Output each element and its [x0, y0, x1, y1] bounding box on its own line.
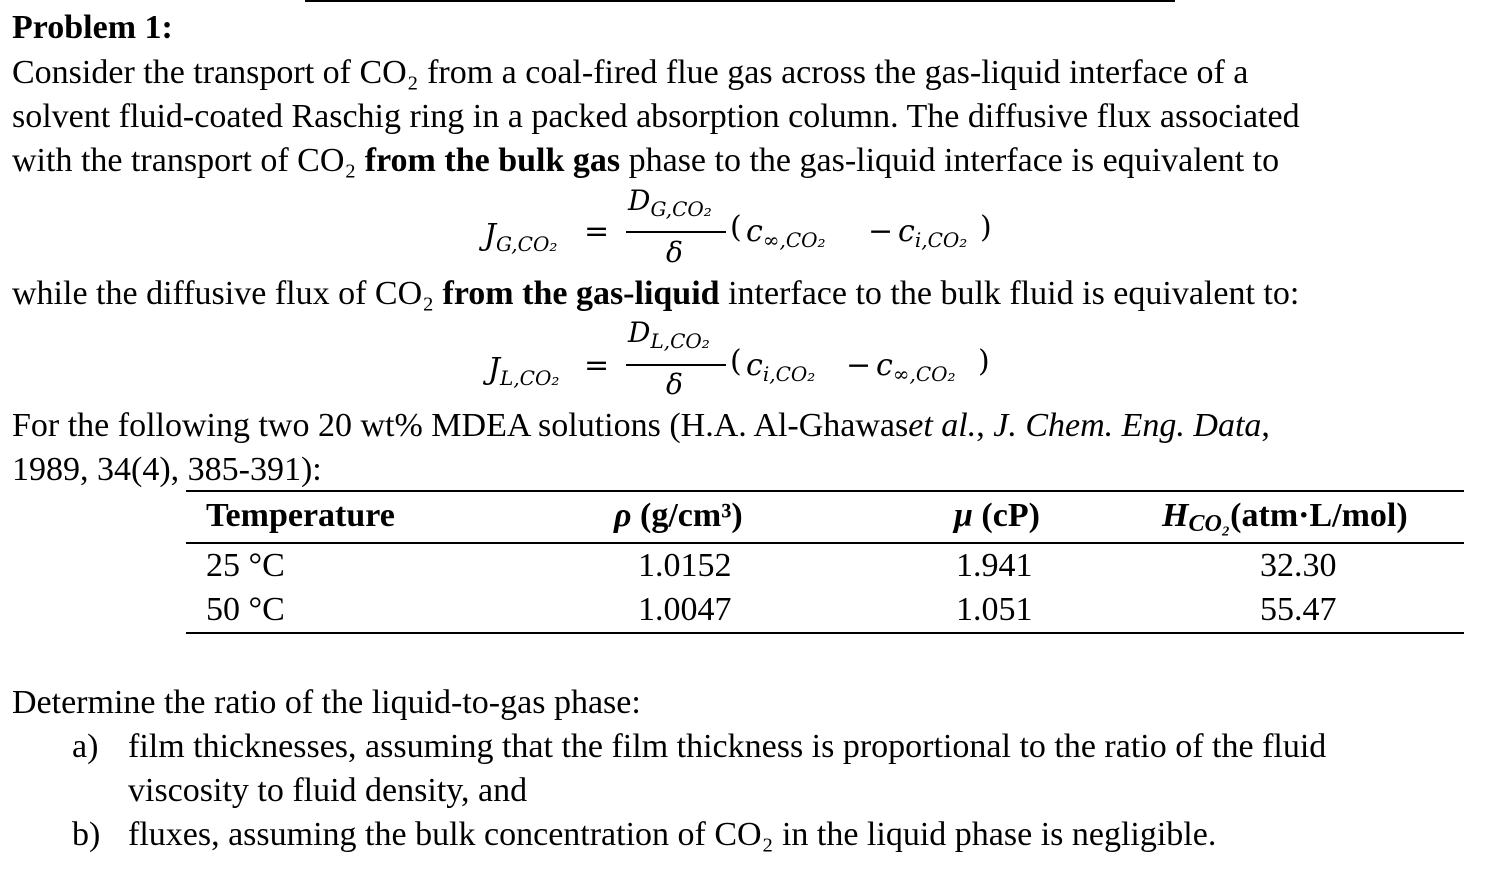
question-b-line-1: fluxes, assuming the bulk concentration of CO₂ in the liquid phase is negligible.	[128, 816, 1217, 853]
eq2-fraction-bar	[626, 364, 726, 366]
intro-line-1: Consider the transport of CO₂ from a coal-fired flue gas across the gas-liquid interface of a	[12, 54, 1249, 91]
header-density: ρ (g/cm³)	[614, 497, 743, 534]
problem-title: Problem 1:	[12, 9, 173, 46]
ref-sep: ,	[976, 407, 994, 444]
eq1-diffusivity: $D_{G,CO_2}$	[628, 184, 712, 221]
question-b-marker: b)	[72, 816, 101, 853]
question-a-line-2: viscosity to fluid density, and	[128, 772, 528, 809]
intro-line-2: solvent fluid-coated Raschig ring in a packed absorption column. The diffusive flux associated	[12, 98, 1300, 135]
row1-henry: 32.30	[1260, 547, 1337, 584]
intro-line-3-tail: phase to the gas-liquid interface is equivalent to	[620, 142, 1280, 179]
eq1-delta: δ	[666, 236, 683, 269]
mid-bold-gas-liquid: from the gas-liquid	[442, 275, 720, 312]
eq2-open-paren: (	[730, 344, 742, 379]
intro-line-3	[12, 139, 1279, 183]
eq1-equals: =	[584, 214, 610, 249]
table-top-rule	[186, 490, 1464, 492]
table-header-rule	[186, 542, 1464, 544]
header-temperature: Temperature	[206, 497, 395, 534]
eq2-close-paren: )	[978, 344, 990, 379]
row1-density: 1.0152	[638, 547, 732, 584]
question-a-marker: a)	[72, 728, 99, 765]
row2-henry: 55.47	[1260, 591, 1337, 628]
header-viscosity: μ (cP)	[954, 497, 1040, 534]
question-lead: Determine the ratio of the liquid-to-gas phase:	[12, 684, 641, 721]
row2-density: 1.0047	[638, 591, 732, 628]
question-a-line-1: film thicknesses, assuming that the film thickness is proportional to the ratio of the fluid	[128, 728, 1327, 765]
eq2-equals: =	[584, 348, 610, 383]
eq2-minus: −	[846, 348, 872, 383]
eq1-open-paren: (	[730, 210, 742, 245]
eq1-close-paren: )	[980, 210, 992, 245]
eq1-flux-symbol: $J_{G,CO_2}$	[484, 218, 558, 256]
mid-line	[12, 272, 1299, 316]
mid-tail: interface to the bulk fluid is equivalent to:	[719, 275, 1300, 312]
intro-bold-bulk-gas: from the bulk gas	[364, 142, 621, 179]
eq2-flux-symbol: $J_{L,CO_2}$	[488, 352, 560, 390]
row1-viscosity: 1.941	[956, 547, 1033, 584]
reference-line-2: 1989, 34(4), 385-391):	[12, 451, 322, 488]
eq2-delta: δ	[666, 368, 683, 401]
eq1-c-interface: $c_{i,CO_2}$	[898, 214, 968, 252]
row2-temperature: 50 °C	[206, 591, 285, 628]
eq2-c-interface: $c_{i,CO_2}$	[746, 348, 816, 386]
eq2-c-bulk: $c_{\infty,CO_2}$	[876, 348, 956, 386]
ref-et-al: et al.	[908, 407, 977, 444]
table-bottom-rule	[186, 632, 1464, 634]
ref-journal: J. Chem. Eng. Data	[993, 407, 1262, 444]
top-rule	[305, 0, 1175, 2]
reference-line-1	[12, 404, 1270, 448]
row2-viscosity: 1.051	[956, 591, 1033, 628]
ref-comma: ,	[1261, 407, 1270, 444]
mid-text: while the diffusive flux of CO₂	[12, 275, 443, 312]
eq1-minus: −	[868, 214, 894, 249]
header-henry-constant: $H_{CO_2}(atm\cdot L/mol)$	[1162, 497, 1408, 537]
eq2-diffusivity: $D_{L,CO_2}$	[628, 316, 710, 353]
row1-temperature: 25 °C	[206, 547, 285, 584]
ref-text: For the following two 20 wt% MDEA solutions (H.A. Al-Ghawas	[12, 407, 909, 444]
eq1-fraction-bar	[626, 231, 726, 233]
eq1-c-bulk: $c_{\infty,CO_2}$	[746, 214, 826, 252]
intro-line-3-text: with the transport of CO₂	[12, 142, 365, 179]
